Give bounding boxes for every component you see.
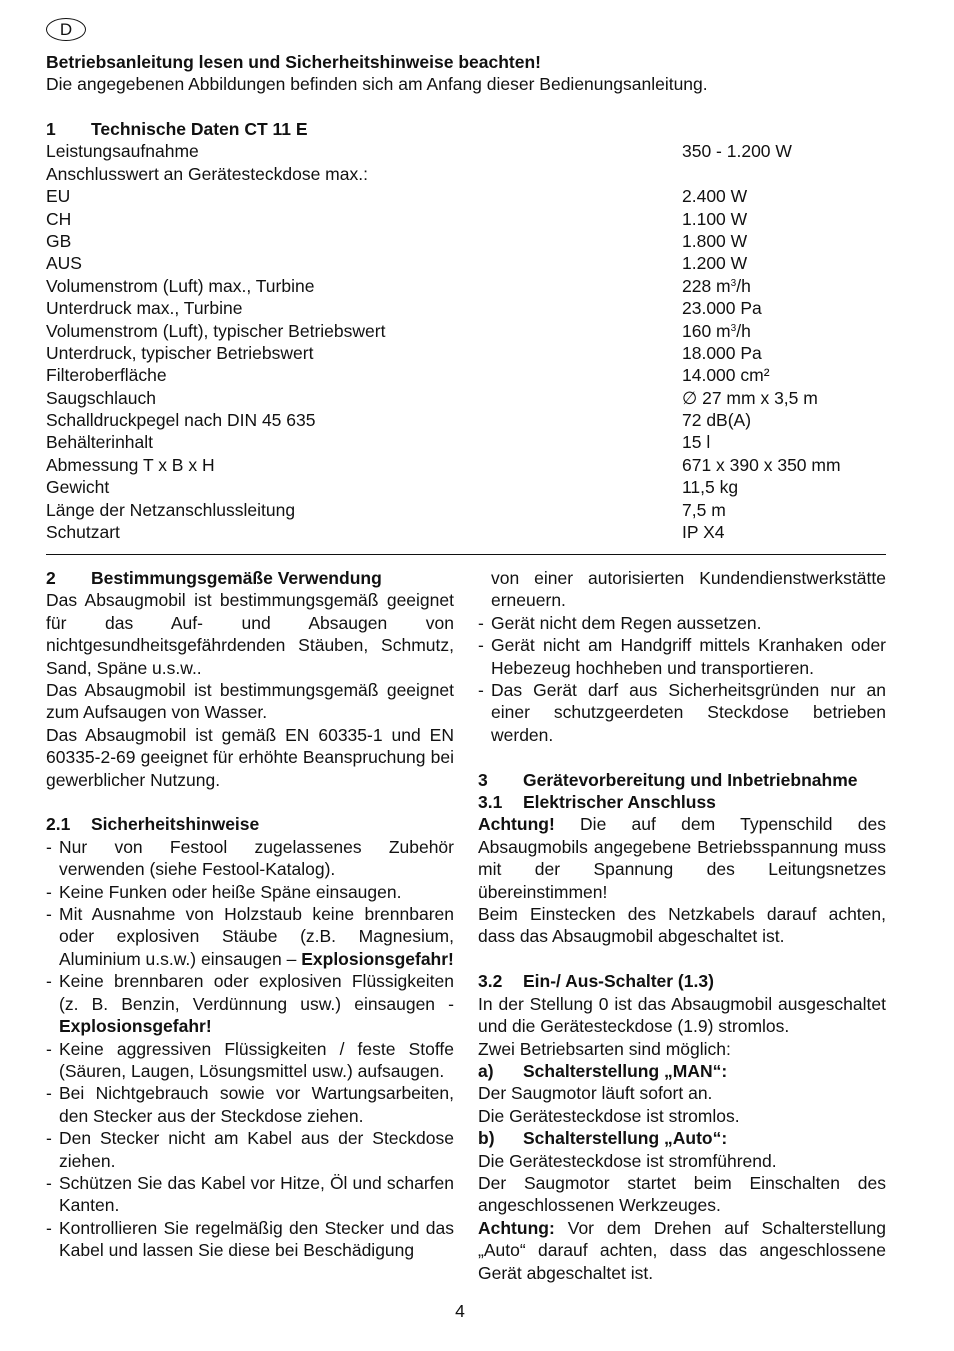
warning-label: Achtung! (478, 814, 555, 835)
spec-row (46, 297, 886, 319)
language-badge: D (46, 18, 86, 41)
spec-label: Länge der Netzanschlussleitung (46, 499, 296, 520)
spec-value: 1.100 W (682, 208, 748, 229)
safety-heading (46, 813, 454, 835)
spec-row (46, 342, 886, 364)
switch-warning (478, 1217, 886, 1284)
voltage-warning (478, 813, 886, 903)
spec-row (46, 252, 886, 274)
spec-row (46, 208, 886, 230)
safety-item: - Gerät nicht am Handgriff mittels Kranhaken oder Hebezeug hochheben und transportieren. (478, 634, 886, 679)
section-title: Elektrischer Anschluss (523, 792, 716, 813)
safety-item: - Bei Nichtgebrauch sowie vor Wartungsarbeiten, den Stecker aus der Steckdose ziehen. (46, 1082, 454, 1127)
spec-row (46, 230, 886, 252)
spec-label: Gewicht (46, 477, 110, 498)
section-number: 2.1 (46, 814, 71, 835)
page-number: 4 (455, 1301, 465, 1321)
spec-row (46, 387, 886, 409)
spec-value: 7,5 m (682, 499, 726, 520)
spec-value: 1.800 W (682, 230, 748, 251)
spec-label: Unterdruck, typischer Betriebswert (46, 342, 314, 363)
spec-value: 72 dB(A) (682, 410, 752, 431)
spec-label: AUS (46, 253, 82, 274)
warning-text: Vor dem Drehen auf Schalterstellung „Auto“ darauf achten, dass das angeschlossene Gerät abgeschaltet ist. (478, 1217, 886, 1283)
section-number: 2 (46, 568, 56, 588)
spec-label: GB (46, 230, 72, 251)
spec-row (46, 454, 886, 476)
spec-label: Saugschlauch (46, 387, 156, 408)
safety-item (46, 970, 454, 1037)
safety-item: - Schützen Sie das Kabel vor Hitze, Öl und scharfen Kanten. (46, 1172, 454, 1217)
spec-value: 18.000 Pa (682, 342, 762, 363)
section-number: 1 (46, 119, 56, 139)
section-title: Ein-/ Aus-Schalter (1.3) (523, 971, 714, 992)
mode-title: Schalterstellung „MAN“: (523, 1060, 728, 1081)
section-title: Technische Daten CT 11 E (91, 119, 308, 139)
mode-auto-heading (478, 1127, 886, 1149)
spec-value: IP X4 (682, 522, 725, 543)
mode-label: a) (478, 1060, 494, 1081)
spec-row (46, 185, 886, 207)
spec-row (46, 476, 886, 498)
spec-label: Volumenstrom (Luft), typischer Betriebswert (46, 320, 386, 341)
safety-item: - Keine aggressiven Flüssigkeiten / feste Stoffe (Säuren, Laugen, Lösungsmittel usw.) aufsaugen. (46, 1038, 454, 1083)
plug-note: Beim Einstecken des Netzkabels darauf achten, dass das Absaugmobil abgeschaltet ist. (478, 904, 886, 947)
spec-row (46, 364, 886, 386)
spec-row (46, 409, 886, 431)
spec-label: Schalldruckpegel nach DIN 45 635 (46, 410, 316, 431)
spec-row (46, 140, 886, 162)
section-divider (46, 554, 886, 555)
section-number: 3.2 (478, 971, 503, 992)
right-column (478, 567, 886, 1284)
spec-row (46, 431, 886, 453)
switch-heading (478, 970, 886, 992)
safety-item: - Gerät nicht dem Regen aussetzen. (478, 612, 886, 634)
explosion-warning: Explosionsgefahr! (301, 948, 454, 969)
spec-value: 14.000 cm² (682, 365, 770, 386)
spec-row (46, 521, 886, 543)
spec-label: Behälterinhalt (46, 432, 154, 453)
section-number: 3.1 (478, 792, 503, 813)
mode-text: Der Saugmotor startet beim Einschalten des angeschlossenen Werkzeuges. (478, 1172, 886, 1216)
spec-value: 2.400 W (682, 186, 748, 207)
spec-row (46, 320, 886, 342)
spec-label: Schutzart (46, 522, 120, 543)
safety-item: - Keine Funken oder heiße Späne einsaugen. (46, 881, 454, 903)
usage-paragraph: Das Absaugmobil ist bestimmungsgemäß geeignet zum Aufsaugen von Wasser. (46, 680, 454, 723)
spec-value: ∅ 27 mm x 3,5 m (682, 387, 818, 408)
mode-text: Der Saugmotor läuft sofort an. (478, 1083, 713, 1104)
left-column (46, 567, 454, 1262)
spec-label: EU (46, 186, 71, 207)
spec-value: 350 - 1.200 W (682, 141, 792, 162)
usage-paragraph: Das Absaugmobil ist gemäß EN 60335-1 und EN 60335-2-69 geeignet für erhöhte Beanspruchung bei gewerblicher Nutzung. (46, 724, 454, 790)
safety-item: - Kontrollieren Sie regelmäßig den Stecker und das Kabel und lassen Sie diese bei Beschädigung (46, 1217, 454, 1262)
safety-item-text: Mit Ausnahme von Holzstaub keine brennbaren oder explosiven Stäube (z.B. Magnesium, Aluminium u.s.w.) einsaugen – (59, 904, 454, 969)
spec-value: 671 x 390 x 350 mm (682, 454, 841, 475)
safety-item-continuation: von einer autorisierten Kundendienstwerkstätte erneuern. (491, 568, 886, 611)
spec-row (46, 163, 886, 185)
spec-value: 1.200 W (682, 253, 748, 274)
preparation-heading (478, 769, 886, 791)
usage-heading (46, 567, 454, 589)
electrical-heading (478, 791, 886, 813)
intro-heading: Betriebsanleitung lesen und Sicherheitshinweise beachten! (46, 52, 541, 72)
warning-text: Die auf dem Typenschild des Absaugmobils angegebene Betriebsspannung muss mit der Spannung des Leitungsnetzes übereinstimmen! (478, 814, 886, 902)
spec-label: Unterdruck max., Turbine (46, 298, 243, 319)
spec-label: Filteroberfläche (46, 365, 167, 386)
section-title: Gerätevorbereitung und Inbetriebnahme (523, 769, 858, 790)
safety-item: - Nur von Festool zugelassenes Zubehör verwenden (siehe Festool-Katalog). (46, 836, 454, 881)
safety-item-text: Keine brennbaren oder explosiven Flüssigkeiten (z. B. Benzin, Verdünnung usw.) einsaugen - (59, 971, 454, 1014)
intro (46, 51, 886, 96)
warning-label: Achtung: (478, 1217, 555, 1238)
mode-title: Schalterstellung „Auto“: (523, 1128, 728, 1149)
technical-data-heading (46, 118, 886, 140)
spec-value: 23.000 Pa (682, 298, 762, 319)
section-title: Bestimmungsgemäße Verwendung (91, 568, 382, 588)
intro-text: Die angegebenen Abbildungen befinden sich am Anfang dieser Bedienungsanleitung. (46, 74, 708, 95)
spec-label: CH (46, 208, 72, 229)
safety-item: - Das Gerät darf aus Sicherheitsgründen nur an einer schutzgeerdeten Steckdose betrieben werden. (478, 679, 886, 746)
mode-text: Die Gerätesteckdose ist stromführend. (478, 1150, 777, 1171)
spec-label: Abmessung T x B x H (46, 454, 215, 475)
spec-value: 11,5 kg (682, 477, 739, 498)
spec-label: Anschlusswert an Gerätesteckdose max.: (46, 163, 368, 184)
switch-paragraph: In der Stellung 0 ist das Absaugmobil ausgeschaltet und die Gerätesteckdose (1.9) stromlos. (478, 993, 886, 1037)
spec-value: 228 $m^3/h$ (682, 275, 751, 296)
explosion-warning: Explosionsgefahr! (59, 1016, 212, 1037)
spec-table (46, 140, 886, 543)
spec-label: Volumenstrom (Luft) max., Turbine (46, 275, 315, 296)
spec-label: Leistungsaufnahme (46, 141, 199, 162)
mode-man-heading (478, 1060, 886, 1082)
spec-row (46, 275, 886, 297)
switch-paragraph: Zwei Betriebsarten sind möglich: (478, 1038, 731, 1059)
spec-row (46, 499, 886, 521)
mode-text: Die Gerätesteckdose ist stromlos. (478, 1105, 740, 1126)
safety-item (46, 903, 454, 970)
section-title: Sicherheitshinweise (91, 814, 260, 835)
safety-item: - Den Stecker nicht am Kabel aus der Steckdose ziehen. (46, 1127, 454, 1172)
mode-label: b) (478, 1128, 495, 1149)
technical-data (46, 118, 886, 543)
section-number: 3 (478, 769, 488, 790)
spec-value: 15 l (682, 432, 711, 453)
spec-value: 160 $m^3/h$ (682, 320, 751, 341)
usage-paragraph: Das Absaugmobil ist bestimmungsgemäß geeignet für das Auf- und Absaugen von nichtgesundheitsgefährdenden Stäuben, Schmutz, Sand, Späne u.s.w.. (46, 590, 454, 678)
